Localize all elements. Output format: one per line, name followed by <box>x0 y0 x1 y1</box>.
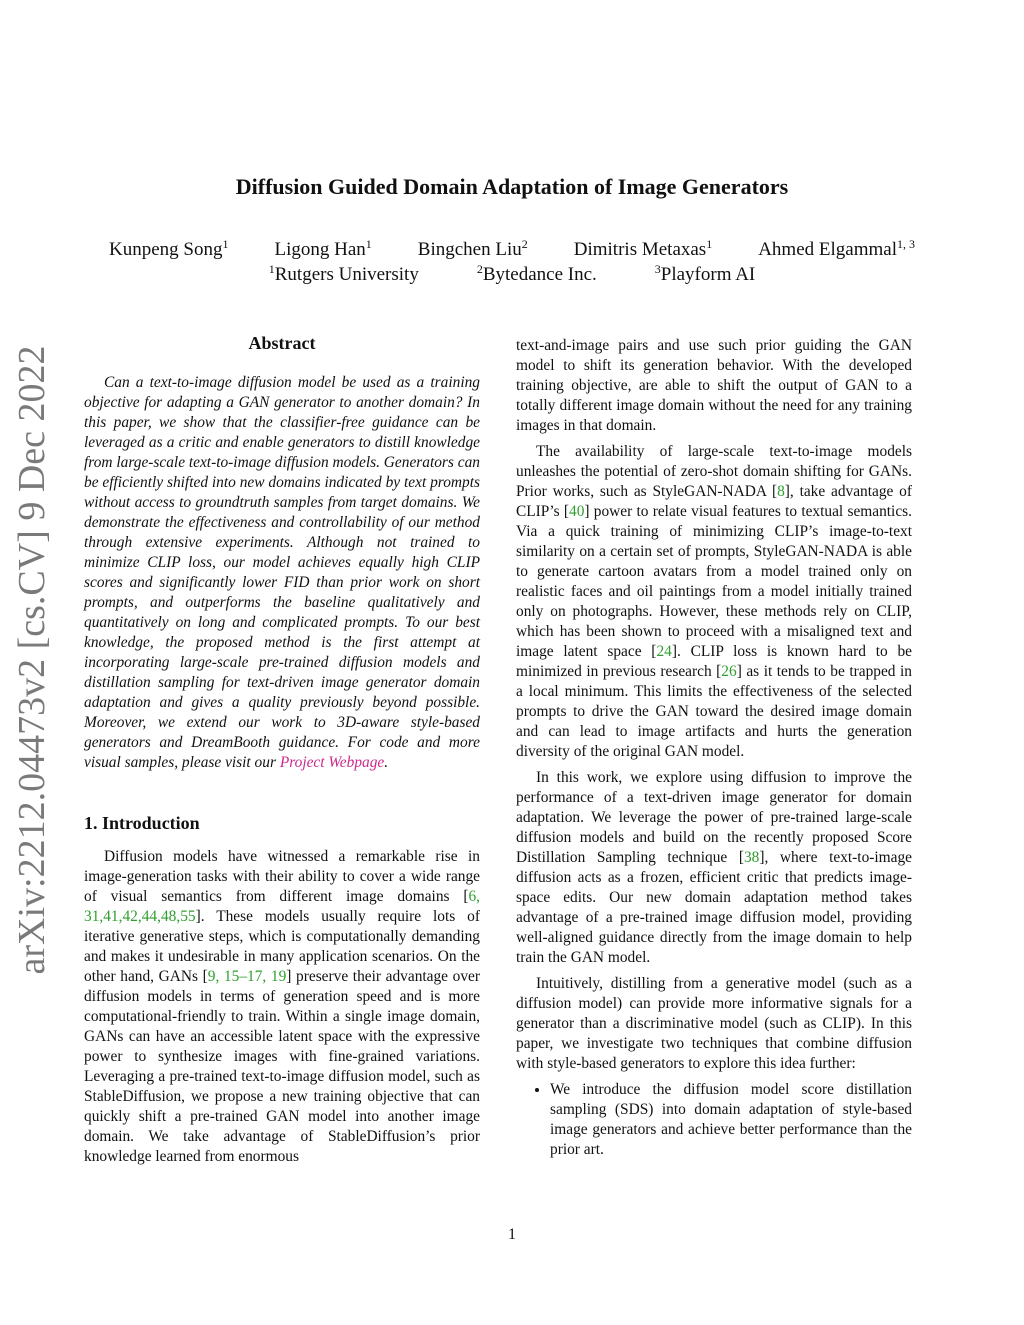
author: Kunpeng Song$^1$ <box>109 237 229 260</box>
abstract-heading: Abstract <box>248 333 316 353</box>
contribution-list <box>516 1080 912 1160</box>
citation-link[interactable]: 40 <box>569 503 585 520</box>
arxiv-identifier-text: arXiv:2212.04473v2 [cs.CV] 9 Dec 2022 <box>11 345 53 975</box>
author: Ligong Han$^1$ <box>274 237 372 260</box>
citation-link[interactable]: 26 <box>721 663 737 680</box>
affiliation-list <box>0 264 1024 286</box>
right-column <box>516 336 912 1160</box>
intro-paragraph-2: The availability of large-scale text-to-image models unleashes the potential of zero-shot domain shifting for GANs. Prior works, such as StyleGAN-NADA [8], take advantage of CLIP’s [40] power to relate visual features to textual semantics. Via a quick training of minimizing CLIP’s image-to-text similarity on a certain set of prompts, StyleGAN-NADA is able to generate cartoon avatars from a model trained only on realistic faces and oil paintings from a model initially trained only on photographs. However, these methods rely on CLIP, which has been shown to proceed with a misaligned text and image latent space [24]. CLIP loss is known hard to be minimized in previous research [26] as it tends to be trapped in a local minimum. This limits the effectiveness of the selected prompts to drive the GAN toward the desired image domain and can lead to image artifacts and hurts the generation diversity of the original GAN model. <box>516 443 912 760</box>
author: Bingchen Liu$^2$ <box>417 237 528 260</box>
author: Ahmed Elgammal$^{1, 3}$ <box>758 237 915 260</box>
intro-paragraph-3: In this work, we explore using diffusion to improve the performance of a text-driven image generator for domain adaptation. We leverage the power of pre-trained large-scale diffusion models and build on the recently proposed Score Distillation Sampling technique [38], where text-to-image diffusion acts as a frozen, efficient critic that predicts image-space edits. Our new domain adaptation method takes advantage of a pre-trained image diffusion model, providing well-aligned guidance directly from the image domain to help train the GAN model. <box>516 769 912 966</box>
citation-link[interactable]: 9, 15–17, 19 <box>207 968 287 985</box>
abstract-body: Can a text-to-image diffusion model be used as a training objective for adapting a GAN generator to another domain? In this paper, we show that the classifier-free guidance can be leveraged as a critic and enable generators to distill knowledge from large-scale text-to-image diffusion models. Generators can be efficiently shifted into new domains indicated by text prompts without access to groundtruth samples from target domains. We demonstrate the effectiveness and controllability of our method through extensive experiments. Although not trained to minimize CLIP loss, our model achieves equally high CLIP scores and significantly lower FID than prior work on short prompts, and outperforms the baseline qualitatively and quantitatively on long and complicated prompts. To our best knowledge, the proposed method is the first attempt at incorporating large-scale pre-trained diffusion models and distillation sampling for text-driven image generator domain adaptation and gives a quality previously beyond possible. Moreover, we extend our work to 3D-aware style-based generators and DreamBooth guidance. For code and more visual samples, please visit our Project Webpage. <box>84 374 480 771</box>
citation-link[interactable]: 24 <box>656 643 672 660</box>
page-number: 1 <box>508 1226 516 1243</box>
intro-paragraph-4: Intuitively, distilling from a generative model (such as a diffusion model) can provide more informative signals for a generator than a discriminative model (such as CLIP). In this paper, we investigate two techniques that combine diffusion with style-based generators to explore this idea further: <box>516 975 912 1072</box>
affiliation: $^1$Rutgers University <box>268 262 419 285</box>
list-item: • We introduce the diffusion model score distillation sampling (SDS) into domain adaptation of style-based image generators and achieve better performance than the prior art. <box>550 1080 912 1160</box>
left-column <box>84 333 480 1173</box>
affiliation: $^2$Bytedance Inc. <box>476 262 597 285</box>
project-webpage-link[interactable]: Project Webpage <box>279 754 385 771</box>
affiliation: $^3$Playform AI <box>654 262 756 285</box>
author: Dimitris Metaxas$^1$ <box>573 237 713 260</box>
intro-paragraph-1-continued: text-and-image pairs and use such prior guiding the GAN model to shift its generation behavior. With the developed training objective, are able to shift the output of GAN to a totally different image domain without the need for any training images in that domain. <box>516 337 912 434</box>
citation-link[interactable]: 8 <box>777 483 785 500</box>
introduction-heading: 1. Introduction <box>84 813 200 833</box>
intro-paragraph-1: Diffusion models have witnessed a remarkable rise in image-generation tasks with their ability to cover a wide range of visual semantics from different image domains [6, 31,41,42,44,48,55]. These models usually require lots of iterative generative steps, which is computationally demanding and makes it undesirable in many application scenarios. On the other hand, GANs [9, 15–17, 19] preserve their advantage over diffusion models in terms of generation speed and is more computational-friendly to train. Within a single image domain, GANs can have an accessible latent space with the expressive power to synthesize images with fine-grained variations. Leveraging a pre-trained text-to-image diffusion model, such as StableDiffusion, we propose a new training objective that can quickly shift a pre-trained GAN model into another image domain. We take advantage of StableDiffusion’s prior knowledge learned from enormous <box>84 848 480 1165</box>
citation-link[interactable]: 38 <box>743 849 760 866</box>
citation-link[interactable]: 6, 31,41,42,44,48,55 <box>84 888 480 925</box>
author-list <box>0 239 1024 261</box>
paper-title: Diffusion Guided Domain Adaptation of Image Generators <box>235 174 789 199</box>
